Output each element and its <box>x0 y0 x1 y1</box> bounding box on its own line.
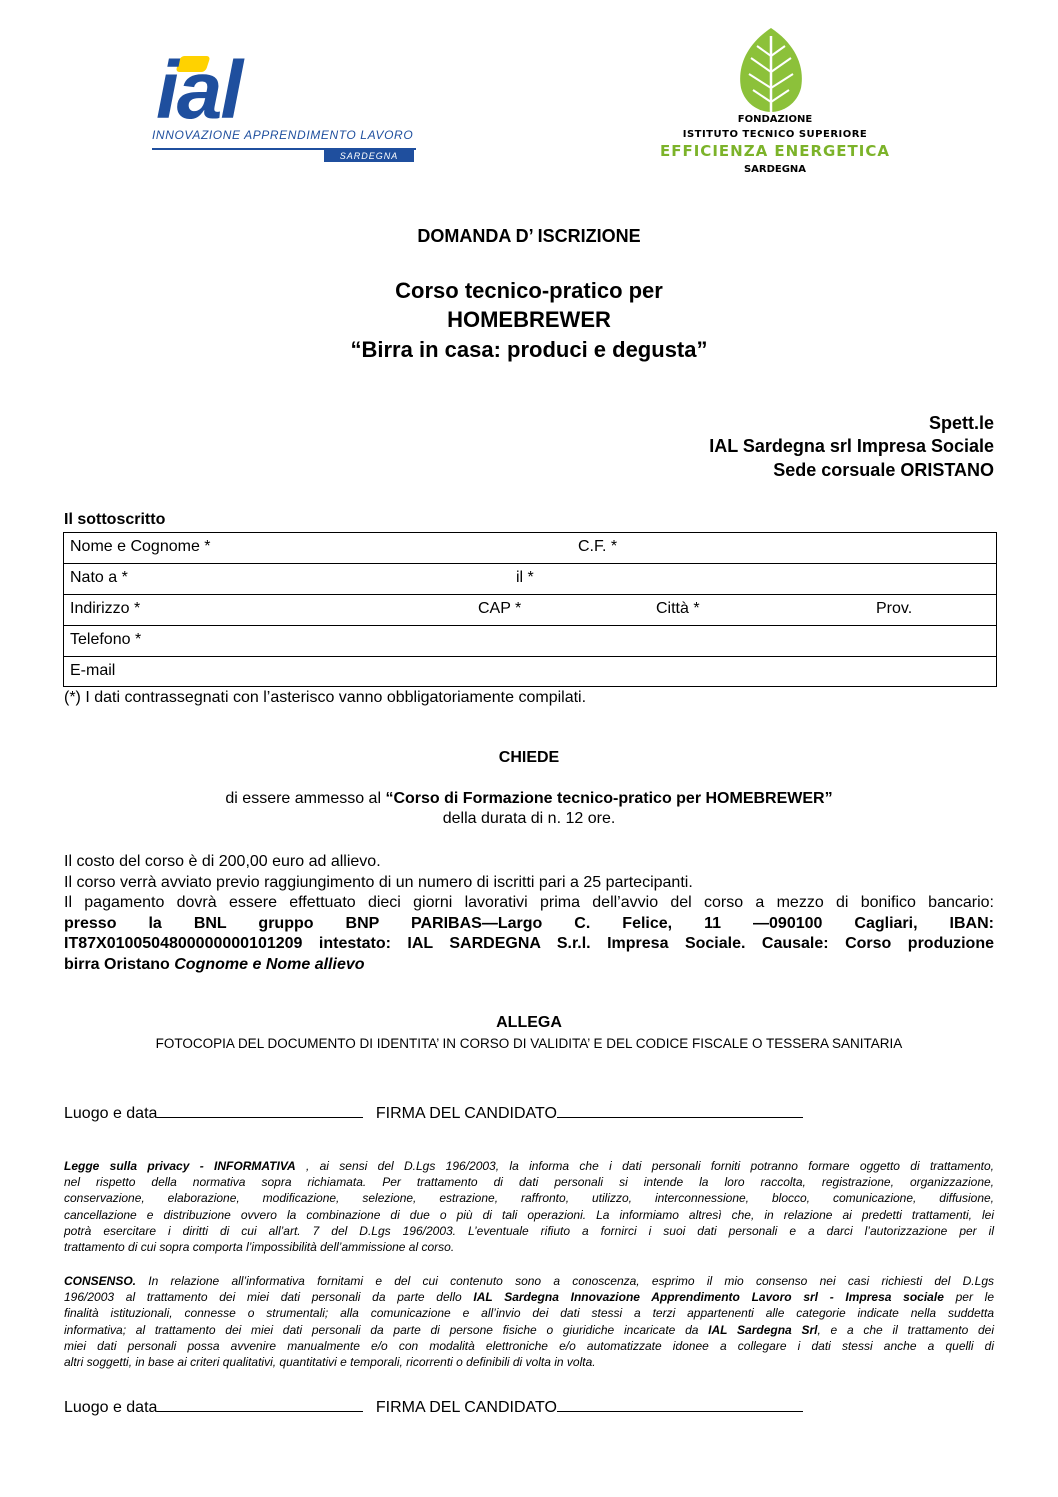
name-field-label: Nome e Cognome * <box>70 538 211 555</box>
birthplace-field-label: Nato a * <box>70 569 128 586</box>
form-row-address[interactable] <box>64 595 996 626</box>
payment-line3: IT87X0100504800000000101209 intestato: IAL SARDEGNA S.r.l. Impresa Sociale. Causale: Corso produzione <box>64 935 994 952</box>
signature-field-2[interactable] <box>557 1397 803 1412</box>
payment-causale-italic: Cognome e Nome allievo <box>174 955 365 973</box>
recipient-line2: IAL Sardegna srl Impresa Sociale <box>709 436 994 456</box>
form-row-phone[interactable] <box>64 626 996 657</box>
consent-line-2-suffix: per le <box>943 1290 994 1305</box>
institute-label: ISTITUTO TECNICO SUPERIORE <box>682 129 868 140</box>
form-row-name[interactable] <box>64 533 996 564</box>
payment-section <box>64 852 994 975</box>
consent-title: CONSENSO. <box>64 1274 137 1288</box>
fondazione-logo <box>640 26 910 181</box>
required-fields-note: (*) I dati contrassegnati con l’asterisco vanno obbligatoriamente compilati. <box>64 689 587 706</box>
privacy-line-1: , ai sensi del D.Lgs 196/2003, la informa che i dati personali forniti potranno formare oggetto di trattamento, <box>295 1159 994 1173</box>
request-heading: CHIEDE <box>498 749 560 766</box>
payment-line4 <box>64 955 994 976</box>
cf-field-label: C.F. * <box>578 538 618 555</box>
privacy-notice <box>64 1158 994 1255</box>
document-title: DOMANDA D’ ISCRIZIONE <box>417 226 641 246</box>
city-field-label: Città * <box>656 600 700 617</box>
consent-line-1: In relazione all’informativa fornitami e del cui contenuto sono a conoscenza, esprimo il mio consenso nei casi richiesti del D.Lgs <box>136 1274 994 1288</box>
region-label: SARDEGNA <box>743 164 807 175</box>
cap-field-label: CAP * <box>478 600 522 617</box>
course-title-line3: “Birra in casa: produci e degusta” <box>350 337 708 362</box>
consent-line-6: altri soggetti, in base ai criteri qualitativi, quantitativi e temporali, ricorrenti o definibili di volta in volta. <box>64 1355 596 1370</box>
recipient-line1: Spett.le <box>928 413 994 433</box>
applicant-form <box>63 532 997 687</box>
consent-line-3: finalità istituzionali, connesse o strumentali; alla comunicazione e all’invio dei dati stessi a terzi appartenenti alle categorie indicate nella suddetta <box>64 1306 994 1321</box>
ial-logo-tagline: INNOVAZIONE APPRENDIMENTO LAVORO <box>152 128 414 142</box>
signature-label-2: FIRMA DEL CANDIDATO <box>375 1399 557 1416</box>
recipient-line3: Sede corsuale ORISTANO <box>773 460 994 480</box>
payment-line1: Il pagamento dovrà essere effettuato dieci giorni lavorativi prima dell’avvio del corso a mezzo di bonifico bancario: <box>64 894 994 911</box>
signature-field[interactable] <box>557 1103 803 1118</box>
consent-line-5: miei dati personali possa avvenire manualmente e/o con modalità elettroniche e/o automatizzate idonee a collegare i dati stessi anche a quelli di <box>64 1338 994 1353</box>
place-date-field[interactable] <box>157 1103 363 1118</box>
request-course-name: “Corso di Formazione tecnico-pratico per HOMEBREWER” <box>385 790 833 807</box>
province-field-label: Prov. <box>876 600 913 617</box>
ial-logo-word: ial <box>156 45 242 136</box>
leaf-icon <box>735 26 807 114</box>
request-line1 <box>0 790 1058 808</box>
consent-line-4-prefix: informativa; al trattamento dei miei dati personali da parte di persone fisiche o giuridiche incaricate da <box>64 1322 709 1337</box>
attach-heading: ALLEGA <box>496 1014 562 1031</box>
course-title-line1: Corso tecnico-pratico per <box>395 278 663 303</box>
consent-line-2-bold: IAL Sardegna Innovazione Apprendimento Lavoro srl - Impresa sociale <box>473 1290 944 1305</box>
payment-causale-prefix: birra Oristano <box>64 955 175 973</box>
fondazione-label: FONDAZIONE <box>737 114 813 125</box>
place-date-label: Luogo e data <box>64 1105 158 1122</box>
privacy-line-4: cancellazione e distribuzione ovvero la combinazione di due o più di tali operazioni. La informiamo altresì che, in relazione ai predetti trattamenti, lei <box>64 1207 994 1222</box>
form-heading: Il sottoscritto <box>64 511 166 528</box>
cost-line: Il costo del corso è di 200,00 euro ad allievo. <box>64 853 381 870</box>
phone-field-label: Telefono * <box>70 631 142 648</box>
privacy-title: Legge sulla privacy - INFORMATIVA <box>64 1159 296 1173</box>
request-duration: della durata di n. 12 ore. <box>442 810 616 827</box>
consent-line-2-prefix: 196/2003 al trattamento dei miei dati personali da parte dello <box>64 1290 474 1305</box>
consent-line-4-suffix: , e a che il trattamento dei <box>817 1322 994 1337</box>
place-date-field-2[interactable] <box>157 1397 363 1412</box>
form-row-birth[interactable] <box>64 564 996 595</box>
privacy-line-2: nel rispetto della normativa sopra richiamata. Per trattamento di dati personali si intende la loro raccolta, registrazione, organizzazione, <box>64 1175 994 1190</box>
email-field-label: E-mail <box>70 662 116 679</box>
privacy-line-5: potrà esercitare i diritti di cui all’art. 7 del D.Lgs 196/2003. L’eventuale rifiuto a fornirci i suoi dati personali e a darci l’autorizzazione per il <box>64 1223 994 1238</box>
privacy-line-3: conservazione, elaborazione, modificazione, selezione, estrazione, raffronto, utilizzo, interconnessione, blocco, comunicazione, diffusione, <box>64 1191 994 1206</box>
form-row-email[interactable] <box>64 657 996 687</box>
start-line: Il corso verrà avviato previo raggiungimento di un numero di iscritti pari a 25 partecipanti. <box>64 873 693 891</box>
ial-logo-region: SARDEGNA <box>324 150 414 162</box>
signature-line-1 <box>64 1103 803 1123</box>
signature-label: FIRMA DEL CANDIDATO <box>375 1105 557 1122</box>
attach-text: FOTOCOPIA DEL DOCUMENTO DI IDENTITA’ IN CORSO DI VALIDITA’ E DEL CODICE FISCALE O TESSERA SANITARIA <box>155 1036 903 1051</box>
birthdate-field-label: il * <box>516 569 534 586</box>
consent-line-4-bold: IAL Sardegna Srl <box>708 1322 818 1337</box>
efficienza-label: EFFICIENZA ENERGETICA <box>659 142 890 160</box>
payment-line2: presso la BNL gruppo BNP PARIBAS—Largo C. Felice, 11 —090100 Cagliari, IBAN: <box>64 914 994 932</box>
request-prefix: di essere ammesso al <box>225 790 386 807</box>
privacy-line-6: trattamento di cui sopra comporta l’impossibilità dell’ammissione al corso. <box>64 1240 455 1255</box>
consent-notice <box>64 1273 994 1370</box>
course-title-line2: HOMEBREWER <box>447 307 611 332</box>
address-field-label: Indirizzo * <box>70 600 141 617</box>
place-date-label-2: Luogo e data <box>64 1399 158 1416</box>
ial-logo <box>148 45 428 166</box>
signature-line-2 <box>64 1397 803 1417</box>
